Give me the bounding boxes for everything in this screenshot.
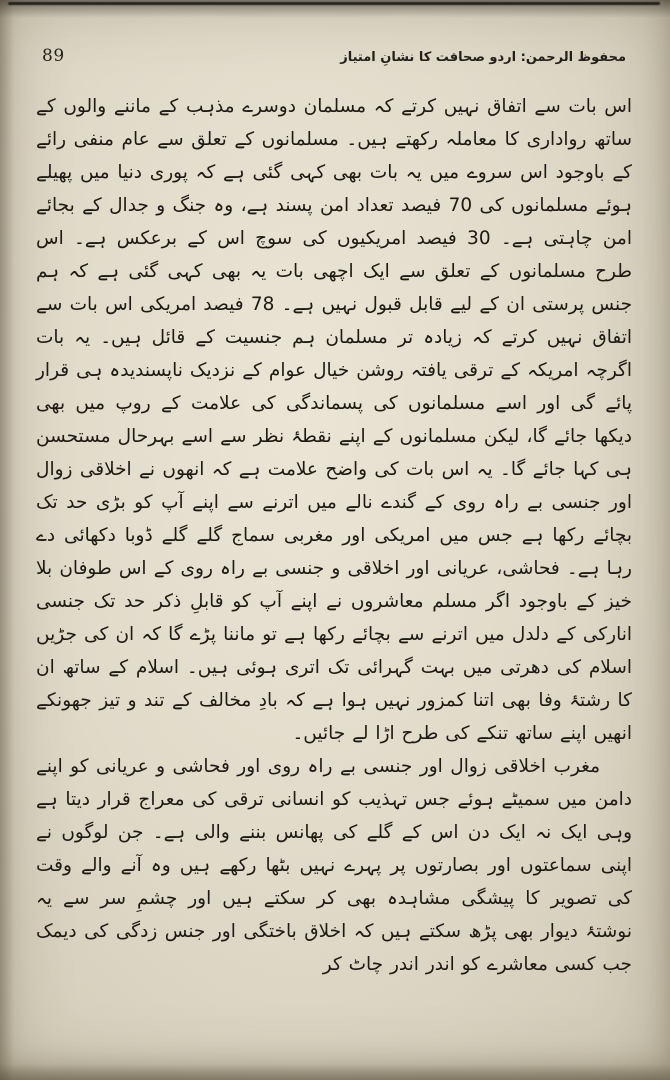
page-number: 89 [42,46,65,66]
body-paragraph-1: اس بات سے اتفاق نہیں کرتے کہ مسلمان دوسرے مذہب کے ماننے والوں کے ساتھ رواداری کا معاملہ رکھتے ہیں۔ مسلمانوں کے تعلق سے عام منفی رائے کے باوجود اس سروے میں یہ بات بھی کہی گئی ہے کہ پوری دنیا میں پھیلے ہوئے مسلمانوں کی 70 فیصد تعداد امن پسند ہے، وہ جنگ و جدال کے بجائے امن چاہتی ہے۔ 30 فیصد امریکیوں کی سوچ اس کے برعکس ہے۔ اس طرح مسلمانوں کے تعلق سے ایک اچھی بات یہ بھی کہی گئی ہے کہ ہم جنس پرستی ان کے لیے قابل قبول نہیں ہے۔ 78 فیصد امریکی اس بات سے اتفاق نہیں کرتے کہ زیادہ تر مسلمان ہم جنسیت کے قائل ہیں۔ یہ بات اگرچہ امریکہ کے ترقی یافتہ روشن خیال عوام کے نزدیک ناپسندیدہ ہی قرار پائے گی اور اسے مسلمانوں کی پسماندگی کی علامت کے روپ میں بھی دیکھا جائے گا، لیکن مسلمانوں کے اپنے نقطۂ نظر سے اسے بہرحال مستحسن ہی کہا جائے گا۔ یہ اس بات کی واضح علامت ہے کہ انھوں نے اخلاقی زوال اور جنسی بے راہ روی کے گندے نالے میں اترنے سے اپنے آپ کو بڑی حد تک بچائے رکھا ہے جس میں امریکی اور مغربی سماج گلے گلے ڈوبا دکھائی دے رہا ہے۔ فحاشی، عریانی اور اخلاقی و جنسی بے راہ روی کے اس طوفان بلا خیز کے باوجود اگر مسلم معاشروں نے اپنے آپ کو قابلِ ذکر حد تک جنسی انارکی کے دلدل میں اترنے سے بچائے رکھا ہے تو ماننا پڑے گا کہ ان کی جڑیں اسلام کی دھرتی میں بہت گہرائی تک اتری ہوئی ہیں۔ اسلام کے ساتھ ان کا رشتۂ وفا بھی اتنا کمزور نہیں ہوا ہے کہ بادِ مخالف کے تند و تیز جھونکے انھیں اپنے ساتھ تنکے کی طرح اڑا لے جائیں۔ [36,96,633,744]
scan-shadow-bottom [0,1064,670,1080]
body-paragraph-2: مغرب اخلاقی زوال اور جنسی بے راہ روی اور فحاشی و عریانی کو اپنے دامن میں سمیٹے ہوئے جس تہذیب کو انسانی ترقی کی معراج قرار دیتا ہے وہی ایک نہ ایک دن اس کے گلے کی پھانس بننے والی ہے۔ جن لوگوں نے اپنی سماعتوں اور بصارتوں پر پہرے نہیں بٹھا رکھے ہیں وہ آنے والے وقت کی تصویر کا پیشگی مشاہدہ بھی کر سکتے ہیں اور چشمِ سر سے یہ نوشتۂ دیوار بھی پڑھ سکتے ہیں کہ اخلاق باختگی اور جنس زدگی کی دیمک جب کسی معاشرے کو اندر اندر چاٹ کر [36,756,632,975]
page-body [36,90,632,981]
page-header [42,46,626,66]
running-header-title: محفوظ الرحمن: اردو صحافت کا نشانِ امتیاز [340,50,626,65]
scan-shadow-left [0,0,14,1080]
scan-edge-line [8,2,660,5]
